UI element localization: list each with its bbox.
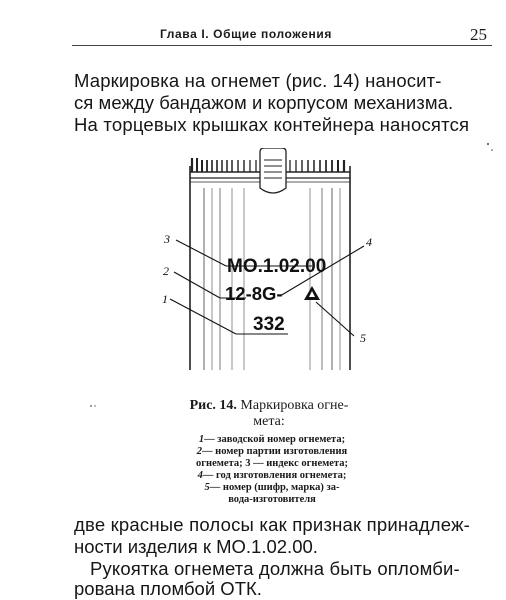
paragraph-1-line-3: На торцевых крышках контейнера наносятся [74,114,470,135]
marking-batch-line: 12-8G- [225,283,283,304]
figure-caption-title-line-2: мета: [253,414,285,429]
paragraph-3-line-2: рована пломбой ОТК. [74,578,262,599]
legend-text: — год изготовления огнемета; [202,470,347,481]
legend-number: 5 [204,482,210,493]
legend-number: 4 [197,470,203,481]
legend-text: огнемета; 3 — индекс огнемета; [196,458,348,469]
callout-3: 3 [164,232,170,246]
paragraph-3-line-1: Рукоятка огнемета должна быть опломби- [90,558,460,579]
legend-number: 2 [196,446,203,457]
legend-text: — заводской номер огнемета; [204,434,346,445]
callout-5: 5 [360,331,366,345]
paragraph-1-line-1: Маркировка на огнемет (рис. 14) наносит- [74,70,442,91]
page-number: 25 [470,25,487,44]
callout-1: 1 [162,292,168,306]
callout-4: 4 [366,235,372,249]
legend-number: 1 [198,434,205,445]
paragraph-2-line-2: ности изделия к МО.1.02.00. [74,536,318,557]
paragraph-1-line-2: ся между бандажом и корпусом механизма. [74,92,454,113]
marking-serial: 332 [253,314,285,335]
running-head: Глава I. Общие положения [160,27,332,41]
legend-text: — номер (шифр, марка) за- [209,482,340,493]
figure-caption-label: Рис. 14. [189,398,237,413]
callout-2: 2 [163,264,169,278]
figure-caption-text: Маркировка огне- [240,398,349,413]
legend-text: вода-изготовителя [228,494,316,505]
legend-text: — номер партии изготовления [202,446,348,457]
paragraph-2-line-1: две красные полосы как признак принадлеж- [74,514,471,535]
marking-factory-number: МО.1.02.00 [227,256,327,277]
